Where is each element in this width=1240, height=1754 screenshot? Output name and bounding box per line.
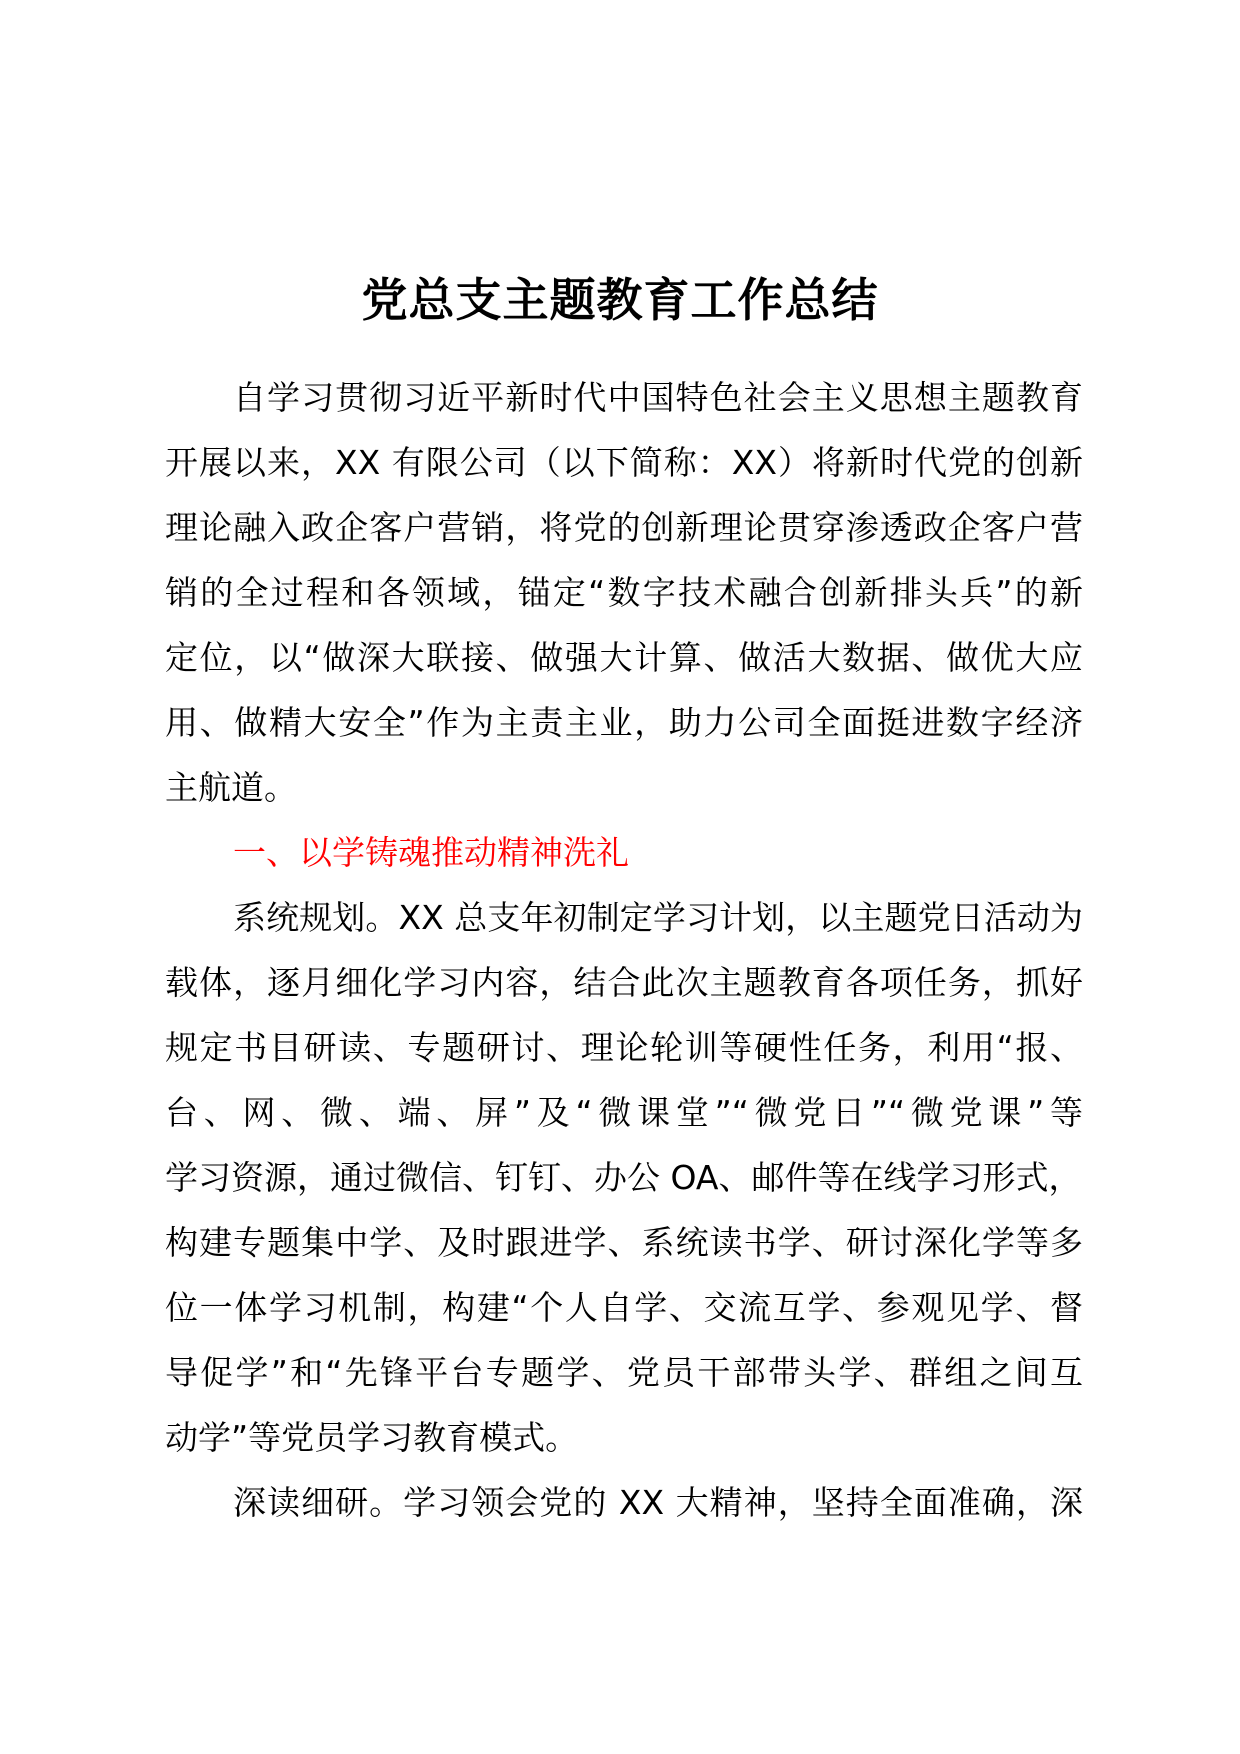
paragraph-line: 构建专题集中学、及时跟进学、系统读书学、研讨深化学等多 bbox=[165, 1223, 1083, 1262]
paragraph-line: 动学”等党员学习教育模式。 bbox=[165, 1418, 579, 1457]
paragraph-line: 定位，以“做深大联接、做强大计算、做活大数据、做优大应 bbox=[165, 638, 1083, 677]
document-body bbox=[165, 365, 1083, 1535]
paragraph-line: 载体，逐月细化学习内容，结合此次主题教育各项任务，抓好 bbox=[165, 963, 1083, 1002]
section-heading: 一、以学铸魂推动精神洗礼 bbox=[233, 833, 629, 872]
paragraph-line: 系统规划。XX 总支年初制定学习计划，以主题党日活动为 bbox=[233, 898, 1083, 937]
paragraph-line: 用、做精大安全”作为主责主业，助力公司全面挺进数字经济 bbox=[165, 703, 1083, 742]
document-title: 党总支主题教育工作总结 bbox=[361, 273, 879, 327]
paragraph-line: 自学习贯彻习近平新时代中国特色社会主义思想主题教育 bbox=[233, 378, 1083, 417]
paragraph-line: 销的全过程和各领域，锚定“数字技术融合创新排头兵”的新 bbox=[165, 573, 1083, 612]
paragraph-line: 深读细研。学习领会党的 XX 大精神，坚持全面准确，深 bbox=[233, 1483, 1083, 1522]
paragraph-line: 位一体学习机制，构建“个人自学、交流互学、参观见学、督 bbox=[165, 1288, 1083, 1327]
paragraph-line: 主航道。 bbox=[165, 768, 297, 807]
paragraph-line: 导促学”和“先锋平台专题学、党员干部带头学、群组之间互 bbox=[165, 1353, 1083, 1392]
paragraph-line: 台、网、微、端、屏”及“微课堂”“微党日”“微党课”等 bbox=[165, 1093, 1083, 1132]
paragraph-line: 开展以来，XX 有限公司（以下简称：XX）将新时代党的创新 bbox=[165, 443, 1083, 482]
paragraph-line: 规定书目研读、专题研讨、理论轮训等硬性任务，利用“报、 bbox=[165, 1028, 1083, 1067]
paragraph-line: 学习资源，通过微信、钉钉、办公 OA、邮件等在线学习形式， bbox=[165, 1158, 1082, 1197]
paragraph-line: 理论融入政企客户营销，将党的创新理论贯穿渗透政企客户营 bbox=[165, 508, 1083, 547]
